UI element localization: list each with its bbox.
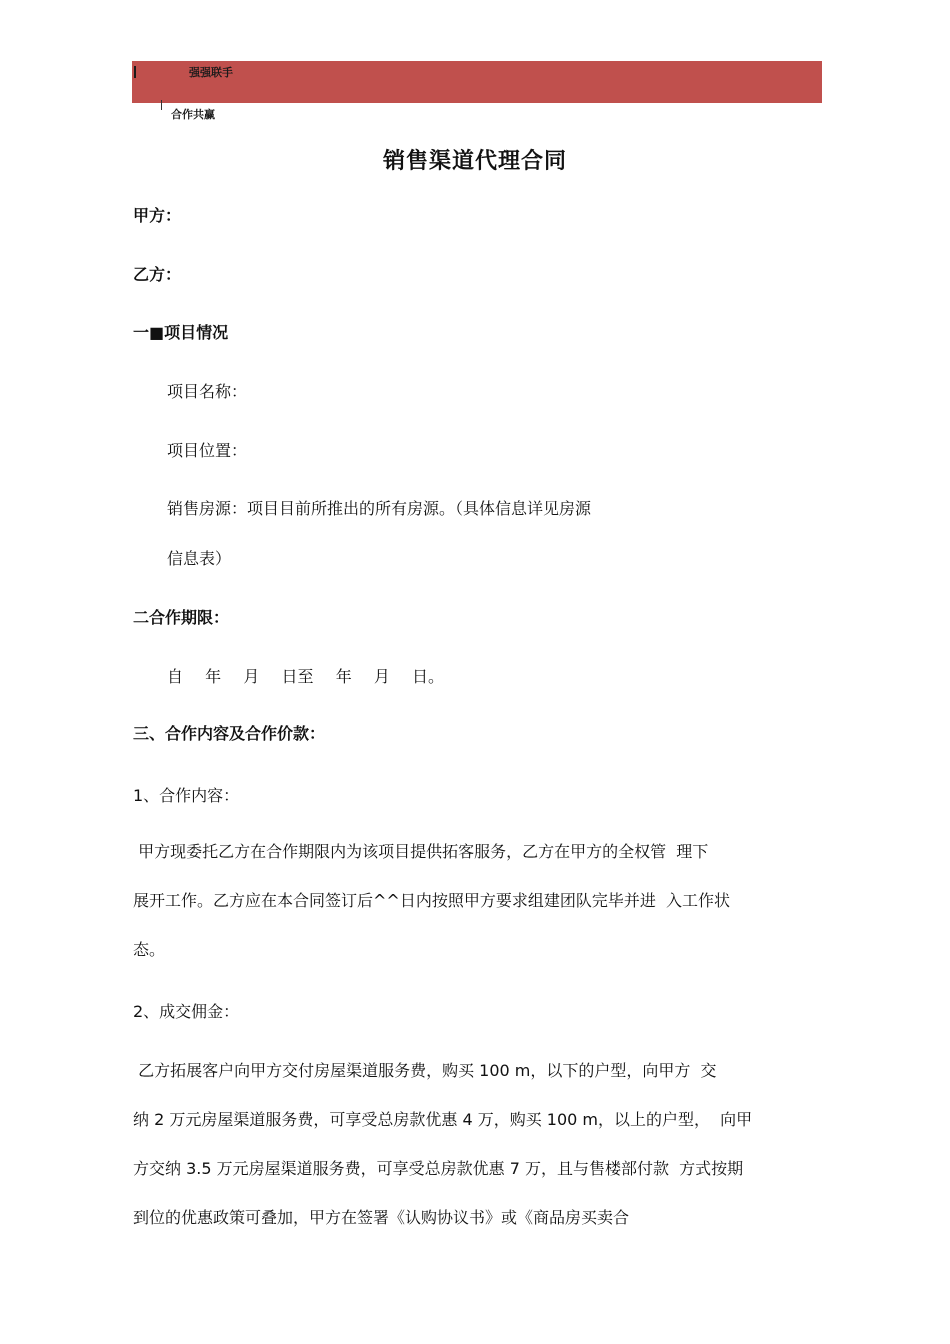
content-line: 甲方现委托乙方在合作期限内为该项目提供拓客服务，乙方在甲方的全权管 理下 bbox=[133, 842, 709, 861]
section-2-heading: 二合作期限： bbox=[133, 608, 230, 627]
party-b-label: 乙方： bbox=[133, 265, 182, 284]
commission-line: 纳 2 万元房屋渠道服务费，可享受总房款优惠 4 万，购买 100 m，以上的户型， 向甲 bbox=[133, 1110, 753, 1129]
project-location-label: 项目位置： bbox=[167, 441, 248, 460]
content-line: 态。 bbox=[133, 940, 166, 959]
content-line: 展开工作。乙方应在本合同签订后^^日内按照甲方要求组建团队完毕并进 入工作状 bbox=[133, 891, 730, 910]
sales-source-line-2: 信息表） bbox=[167, 549, 232, 568]
party-a-label: 甲方： bbox=[133, 206, 182, 225]
item-1-heading: 1、合作内容： bbox=[133, 786, 240, 805]
section-3-heading: 三、合作内容及合作价款： bbox=[133, 724, 326, 743]
commission-paragraph bbox=[133, 1046, 823, 1242]
sales-source-line-1: 销售房源：项目目前所推出的所有房源。（具体信息详见房源 bbox=[167, 499, 592, 518]
project-name-label: 项目名称： bbox=[167, 382, 248, 401]
document-title: 销售渠道代理合同 bbox=[382, 149, 567, 174]
header-band bbox=[132, 61, 822, 103]
commission-line: 乙方拓展客户向甲方交付房屋渠道服务费，购买 100 m，以下的户型，向甲方 交 bbox=[133, 1061, 717, 1080]
content-paragraph bbox=[133, 827, 823, 974]
item-2-heading: 2、成交佣金： bbox=[133, 1002, 240, 1021]
header-slogan-1: 强强联手 bbox=[189, 66, 233, 79]
cooperation-period: 自 年 月 日至 年 月 日。 bbox=[167, 667, 445, 686]
header-band-marker bbox=[134, 66, 136, 78]
commission-line: 方交纳 3.5 万元房屋渠道服务费，可享受总房款优惠 7 万，且与售楼部付款 方式按期 bbox=[133, 1159, 744, 1178]
section-1-heading: 一■项目情况 bbox=[133, 323, 229, 342]
header-slogan-2: 合作共赢 bbox=[171, 108, 215, 121]
header-slogan-tick bbox=[161, 100, 162, 110]
commission-line: 到位的优惠政策可叠加，甲方在签署《认购协议书》或《商品房买卖合 bbox=[133, 1208, 630, 1227]
